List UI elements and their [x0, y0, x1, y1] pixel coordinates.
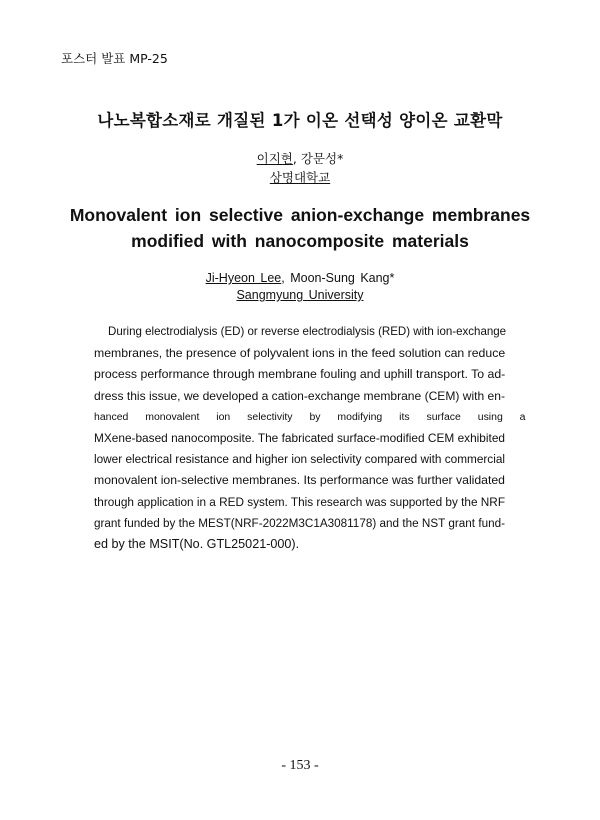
english-author-corresponding: Moon-Sung Kang*: [290, 271, 395, 285]
korean-affiliation: [0, 168, 600, 186]
author-separator: ,: [281, 271, 291, 285]
author-separator: ,: [292, 151, 301, 166]
abstract-line: ed by the MSIT(No. GTL25021-000).: [94, 536, 300, 551]
abstract: [94, 322, 526, 555]
abstract-line: MXene-based nanocomposite. The fabricated surface-modified CEM exhibited: [94, 430, 505, 445]
korean-title: 나노복합소재로 개질된 1가 이온 선택성 양이온 교환막: [97, 111, 503, 130]
abstract-line: During electrodialysis (ED) or reverse electrodialysis (RED) with ion-exchange: [108, 326, 507, 338]
korean-affiliation-text: 상명대학교: [269, 170, 331, 185]
abstract-line: membranes, the presence of polyvalent ions in the feed solution can reduce: [94, 346, 506, 361]
abstract-line: monovalent ion-selective membranes. Its performance was further validated: [94, 473, 505, 488]
english-affiliation: [0, 288, 600, 302]
abstract-line: lower electrical resistance and higher ion selectivity compared with commercial: [94, 453, 505, 467]
korean-author-presenter: 이지현: [256, 151, 293, 166]
korean-author-corresponding: 강문성*: [300, 151, 344, 166]
english-title-line-1: Monovalent ion selective anion-exchange membranes: [69, 205, 531, 225]
abstract-line: grant funded by the MEST(NRF-2022M3C1A3081178) and the NST grant fund-: [94, 516, 505, 530]
abstract-line: process performance through membrane fouling and uphill transport. To ad-: [94, 367, 506, 382]
abstract-line: hanced monovalent ion selectivity by modifying its surface using a: [94, 411, 526, 423]
english-authors: [0, 271, 600, 285]
english-author-presenter: Ji-Hyeon Lee: [205, 271, 282, 285]
session-label: 포스터 발표 MP-25: [61, 51, 168, 66]
english-affiliation-text: Sangmyung University: [236, 288, 364, 302]
page-number: - 153 -: [281, 758, 319, 773]
english-title-line-2: modified with nanocomposite materials: [131, 231, 469, 251]
abstract-line: through application in a RED system. This research was supported by the NRF: [94, 495, 506, 509]
korean-authors: [0, 149, 600, 167]
abstract-line: dress this issue, we developed a cation-exchange membrane (CEM) with en-: [94, 388, 505, 403]
